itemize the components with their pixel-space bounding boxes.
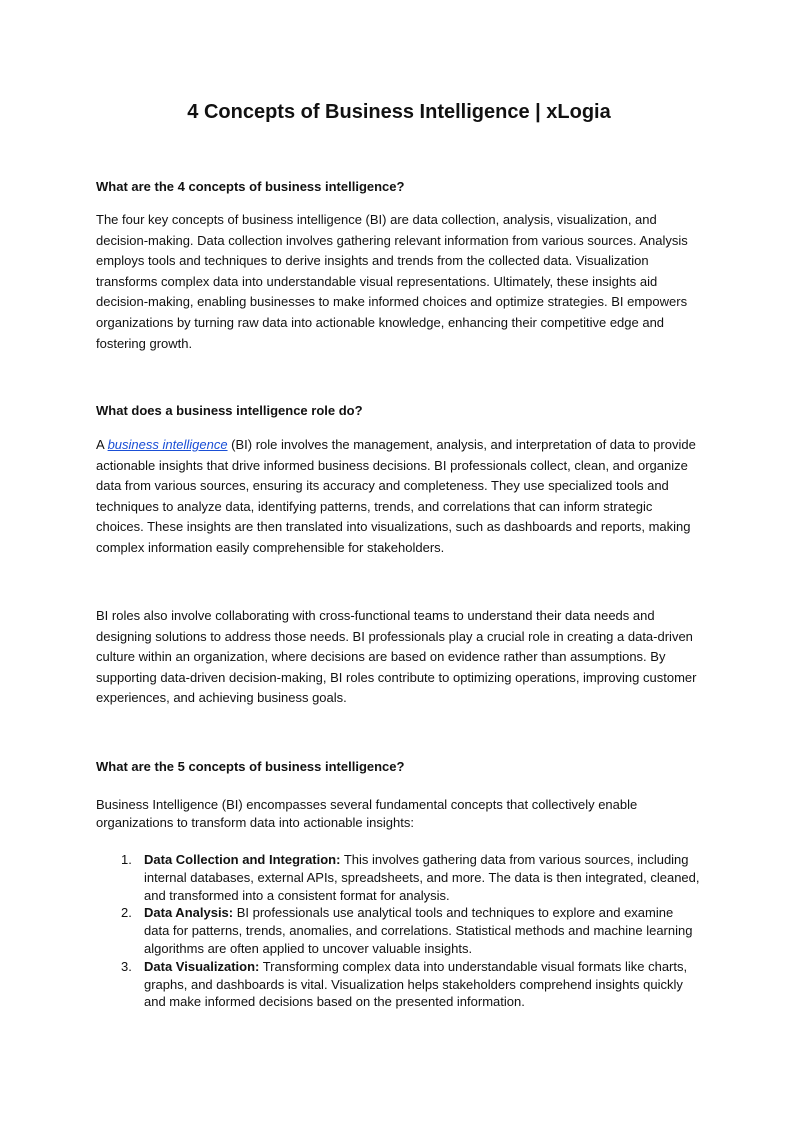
page-title: 4 Concepts of Business Intelligence | xLogia: [187, 101, 611, 123]
section-paragraph: Business Intelligence (BI) encompasses several fundamental concepts that collectively enable organizations to transform data into actionable insights:: [96, 797, 638, 830]
list-item: [96, 904, 702, 957]
concepts-list: [96, 851, 702, 1011]
list-item-text: This involves gathering data from various sources, including internal databases, external APIs, spreadsheets, and more. The data is then integrated, cleaned, and transformed into a consistent format for analysis.: [144, 852, 700, 903]
section-paragraph: BI roles also involve collaborating with cross-functional teams to understand their data needs and designing solutions to address those needs. BI professionals play a crucial role in creating a data-driven culture within an organization, where decisions are based on evidence rather than assumptions. By supporting data-driven decision-making, BI roles contribute to optimizing operations, improving customer experiences, and achieving business goals.: [96, 608, 697, 706]
list-item: [96, 851, 702, 904]
business-intelligence-link[interactable]: business intelligence: [107, 437, 228, 452]
paragraph-text: (BI) role involves the management, analysis, and interpretation of data to provide actionable insights that drive informed business decisions. BI professionals collect, clean, and organize data from various sources, ensuring its accuracy and completeness. They use specialized tools and techniques to analyze data, identifying patterns, trends, and correlations that can inform strategic choices. These insights are then translated into visualizations, such as dashboards and reports, making complex information easily comprehensible for stakeholders.: [96, 437, 696, 555]
list-item-text: Transforming complex data into understandable visual formats like charts, graphs, and dashboards is vital. Visualization helps stakeholders comprehend insights quickly and make informed decisions based on the presented information.: [144, 958, 688, 1010]
section-heading-bi-role: What does a business intelligence role do?: [96, 403, 363, 418]
section-paragraph: [96, 435, 702, 559]
section-heading-5-concepts: What are the 5 concepts of business intelligence?: [96, 759, 405, 774]
list-item-term: Data Analysis:: [144, 905, 234, 921]
list-number: 1.: [121, 852, 132, 867]
list-item-term: Data Visualization:: [144, 958, 260, 974]
paragraph-text: A: [96, 437, 108, 452]
list-number: 2.: [121, 905, 132, 921]
list-item: [96, 958, 702, 1011]
section-paragraph: The four key concepts of business intelligence (BI) are data collection, analysis, visualization, and decision-making. Data collection involves gathering relevant information from various sources. Analysis employs tools and techniques to derive insights and trends from the collected data. Visualization transforms complex data into understandable visual representations. Ultimately, these insights aid decision-making, enabling businesses to make informed choices and optimize strategies. BI empowers organizations by turning raw data into actionable knowledge, enhancing their competitive edge and fostering growth.: [96, 212, 688, 351]
section-heading-4-concepts: What are the 4 concepts of business intelligence?: [96, 179, 405, 194]
list-number: 3.: [121, 958, 132, 974]
list-item-text: BI professionals use analytical tools and techniques to explore and examine data for patterns, trends, anomalies, and correlations. Statistical methods and machine learning algorithms are often applied to uncover valuable insights.: [144, 905, 693, 956]
list-item-term: Data Collection and Integration:: [144, 852, 341, 867]
